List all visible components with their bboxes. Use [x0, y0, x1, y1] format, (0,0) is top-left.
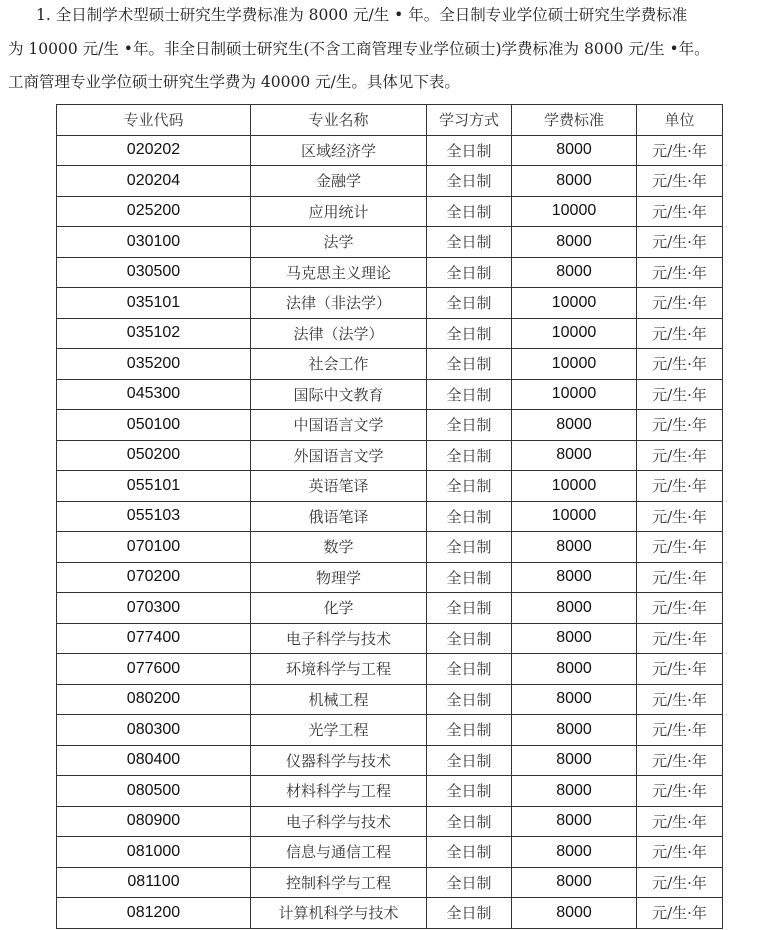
cell-mode: 全日制 — [427, 196, 512, 227]
cell-code: 081000 — [57, 837, 251, 868]
table-row — [57, 867, 723, 898]
cell-mode: 全日制 — [427, 257, 512, 288]
cell-name: 应用统计 — [251, 196, 427, 227]
cell-name: 光学工程 — [251, 715, 427, 746]
table-header-row — [57, 105, 723, 136]
intro-line-2: 为 10000 元/生 •年。非全日制硕士研究生(不含工商管理专业学位硕士)学费标准为 8000 元/生 •年。 — [8, 40, 710, 58]
cell-code: 055101 — [57, 471, 251, 502]
cell-unit: 元/生·年 — [637, 837, 723, 868]
cell-code: 025200 — [57, 196, 251, 227]
table-row — [57, 623, 723, 654]
cell-mode: 全日制 — [427, 288, 512, 319]
table-row — [57, 562, 723, 593]
cell-mode: 全日制 — [427, 867, 512, 898]
cell-mode: 全日制 — [427, 410, 512, 441]
cell-fee: 8000 — [512, 135, 637, 166]
cell-name: 计算机科学与技术 — [251, 898, 427, 929]
cell-unit: 元/生·年 — [637, 867, 723, 898]
cell-fee: 10000 — [512, 318, 637, 349]
cell-mode: 全日制 — [427, 593, 512, 624]
cell-fee: 10000 — [512, 349, 637, 380]
cell-name: 法律（法学） — [251, 318, 427, 349]
table-row — [57, 166, 723, 197]
cell-code: 035200 — [57, 349, 251, 380]
cell-mode: 全日制 — [427, 501, 512, 532]
cell-mode: 全日制 — [427, 379, 512, 410]
cell-fee: 8000 — [512, 776, 637, 807]
cell-unit: 元/生·年 — [637, 410, 723, 441]
cell-mode: 全日制 — [427, 715, 512, 746]
cell-mode: 全日制 — [427, 745, 512, 776]
cell-fee: 8000 — [512, 684, 637, 715]
table-row — [57, 745, 723, 776]
cell-code: 080900 — [57, 806, 251, 837]
table-row — [57, 288, 723, 319]
cell-code: 035102 — [57, 318, 251, 349]
table-row — [57, 227, 723, 258]
cell-unit: 元/生·年 — [637, 166, 723, 197]
cell-name: 法学 — [251, 227, 427, 258]
cell-fee: 10000 — [512, 196, 637, 227]
cell-mode: 全日制 — [427, 349, 512, 380]
cell-code: 080200 — [57, 684, 251, 715]
cell-name: 英语笔译 — [251, 471, 427, 502]
cell-mode: 全日制 — [427, 806, 512, 837]
cell-name: 材料科学与工程 — [251, 776, 427, 807]
table-row — [57, 593, 723, 624]
table-row — [57, 440, 723, 471]
table-row — [57, 257, 723, 288]
cell-unit: 元/生·年 — [637, 806, 723, 837]
cell-unit: 元/生·年 — [637, 257, 723, 288]
cell-name: 化学 — [251, 593, 427, 624]
cell-fee: 8000 — [512, 562, 637, 593]
cell-unit: 元/生·年 — [637, 898, 723, 929]
header-name: 专业名称 — [251, 105, 427, 136]
cell-name: 俄语笔译 — [251, 501, 427, 532]
cell-fee: 8000 — [512, 654, 637, 685]
cell-unit: 元/生·年 — [637, 623, 723, 654]
table-row — [57, 196, 723, 227]
cell-name: 外国语言文学 — [251, 440, 427, 471]
table-row — [57, 471, 723, 502]
cell-unit: 元/生·年 — [637, 715, 723, 746]
cell-fee: 8000 — [512, 593, 637, 624]
cell-unit: 元/生·年 — [637, 776, 723, 807]
cell-fee: 8000 — [512, 532, 637, 563]
cell-mode: 全日制 — [427, 837, 512, 868]
cell-unit: 元/生·年 — [637, 135, 723, 166]
cell-mode: 全日制 — [427, 654, 512, 685]
cell-mode: 全日制 — [427, 532, 512, 563]
header-fee: 学费标准 — [512, 105, 637, 136]
cell-fee: 10000 — [512, 288, 637, 319]
table-row — [57, 532, 723, 563]
cell-mode: 全日制 — [427, 623, 512, 654]
cell-unit: 元/生·年 — [637, 745, 723, 776]
cell-code: 077600 — [57, 654, 251, 685]
cell-code: 055103 — [57, 501, 251, 532]
cell-unit: 元/生·年 — [637, 501, 723, 532]
table-row — [57, 654, 723, 685]
header-code: 专业代码 — [57, 105, 251, 136]
cell-mode: 全日制 — [427, 471, 512, 502]
table-row — [57, 318, 723, 349]
cell-unit: 元/生·年 — [637, 684, 723, 715]
cell-name: 国际中文教育 — [251, 379, 427, 410]
intro-line-3: 工商管理专业学位硕士研究生学费为 40000 元/生。具体见下表。 — [8, 73, 460, 91]
table-row — [57, 776, 723, 807]
cell-name: 仪器科学与技术 — [251, 745, 427, 776]
cell-mode: 全日制 — [427, 440, 512, 471]
cell-mode: 全日制 — [427, 135, 512, 166]
cell-mode: 全日制 — [427, 318, 512, 349]
cell-fee: 10000 — [512, 501, 637, 532]
table-row — [57, 410, 723, 441]
cell-code: 081100 — [57, 867, 251, 898]
header-unit: 单位 — [637, 105, 723, 136]
cell-mode: 全日制 — [427, 166, 512, 197]
cell-code: 080300 — [57, 715, 251, 746]
cell-name: 物理学 — [251, 562, 427, 593]
header-mode: 学习方式 — [427, 105, 512, 136]
cell-fee: 8000 — [512, 806, 637, 837]
cell-mode: 全日制 — [427, 562, 512, 593]
cell-fee: 8000 — [512, 257, 637, 288]
cell-fee: 8000 — [512, 166, 637, 197]
cell-name: 环境科学与工程 — [251, 654, 427, 685]
table-row — [57, 684, 723, 715]
cell-code: 070200 — [57, 562, 251, 593]
cell-code: 050100 — [57, 410, 251, 441]
cell-fee: 8000 — [512, 837, 637, 868]
cell-code: 080400 — [57, 745, 251, 776]
cell-fee: 8000 — [512, 867, 637, 898]
cell-fee: 8000 — [512, 898, 637, 929]
cell-name: 电子科学与技术 — [251, 806, 427, 837]
cell-code: 020202 — [57, 135, 251, 166]
cell-fee: 10000 — [512, 471, 637, 502]
cell-unit: 元/生·年 — [637, 471, 723, 502]
cell-code: 050200 — [57, 440, 251, 471]
cell-unit: 元/生·年 — [637, 593, 723, 624]
cell-mode: 全日制 — [427, 227, 512, 258]
cell-unit: 元/生·年 — [637, 288, 723, 319]
cell-code: 035101 — [57, 288, 251, 319]
cell-name: 中国语言文学 — [251, 410, 427, 441]
cell-fee: 8000 — [512, 410, 637, 441]
cell-code: 070300 — [57, 593, 251, 624]
cell-code: 030100 — [57, 227, 251, 258]
cell-name: 马克思主义理论 — [251, 257, 427, 288]
cell-fee: 8000 — [512, 440, 637, 471]
cell-name: 区域经济学 — [251, 135, 427, 166]
cell-mode: 全日制 — [427, 776, 512, 807]
cell-code: 077400 — [57, 623, 251, 654]
cell-name: 社会工作 — [251, 349, 427, 380]
table-row — [57, 135, 723, 166]
cell-name: 法律（非法学） — [251, 288, 427, 319]
table-row — [57, 379, 723, 410]
cell-code: 081200 — [57, 898, 251, 929]
cell-fee: 8000 — [512, 745, 637, 776]
cell-code: 030500 — [57, 257, 251, 288]
cell-unit: 元/生·年 — [637, 654, 723, 685]
cell-unit: 元/生·年 — [637, 532, 723, 563]
cell-name: 电子科学与技术 — [251, 623, 427, 654]
table-row — [57, 837, 723, 868]
cell-name: 数学 — [251, 532, 427, 563]
tuition-table — [56, 104, 723, 929]
table-row — [57, 806, 723, 837]
table-row — [57, 715, 723, 746]
cell-unit: 元/生·年 — [637, 562, 723, 593]
cell-unit: 元/生·年 — [637, 227, 723, 258]
cell-fee: 8000 — [512, 227, 637, 258]
table-row — [57, 349, 723, 380]
cell-unit: 元/生·年 — [637, 318, 723, 349]
cell-code: 045300 — [57, 379, 251, 410]
cell-name: 控制科学与工程 — [251, 867, 427, 898]
table-row — [57, 898, 723, 929]
cell-code: 020204 — [57, 166, 251, 197]
cell-name: 金融学 — [251, 166, 427, 197]
cell-mode: 全日制 — [427, 684, 512, 715]
cell-unit: 元/生·年 — [637, 196, 723, 227]
cell-name: 机械工程 — [251, 684, 427, 715]
cell-mode: 全日制 — [427, 898, 512, 929]
cell-fee: 8000 — [512, 623, 637, 654]
cell-unit: 元/生·年 — [637, 379, 723, 410]
cell-fee: 8000 — [512, 715, 637, 746]
cell-code: 080500 — [57, 776, 251, 807]
table-row — [57, 501, 723, 532]
cell-code: 070100 — [57, 532, 251, 563]
cell-unit: 元/生·年 — [637, 349, 723, 380]
cell-unit: 元/生·年 — [637, 440, 723, 471]
cell-fee: 10000 — [512, 379, 637, 410]
intro-line-1: 1. 全日制学术型硕士研究生学费标准为 8000 元/生 • 年。全日制专业学位硕士研究生学费标准 — [36, 6, 688, 24]
cell-name: 信息与通信工程 — [251, 837, 427, 868]
